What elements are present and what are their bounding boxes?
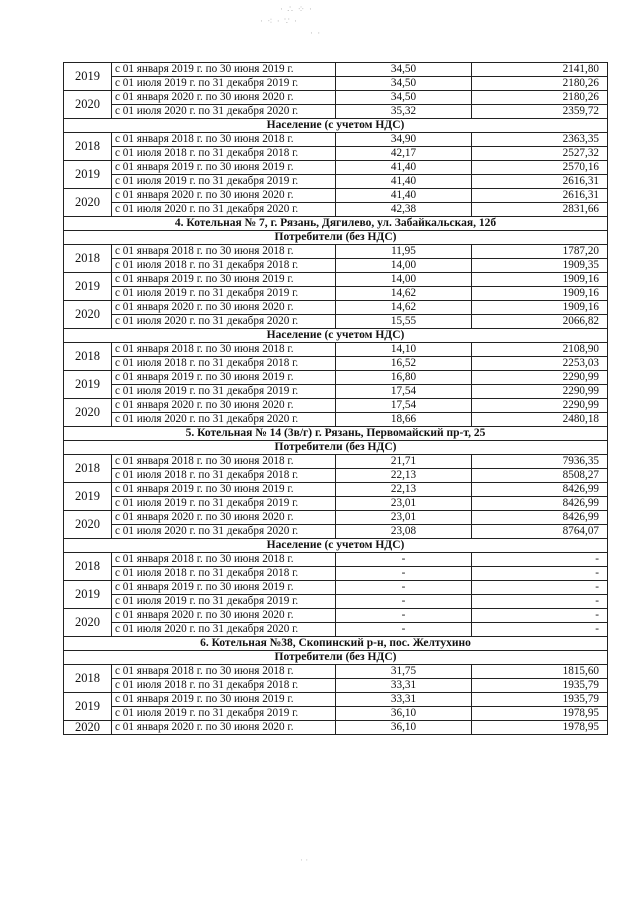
section-title: Потребители (без НДС): [64, 651, 608, 665]
table-row: [64, 581, 608, 595]
tariff-cell: 1787,20: [472, 245, 608, 259]
table-row: [64, 721, 608, 735]
section-header-row: [64, 217, 608, 231]
period-cell: с 01 июля 2018 г. по 31 декабря 2018 г.: [112, 147, 336, 161]
table-row: [64, 245, 608, 259]
table-row: [64, 595, 608, 609]
rate-cell: 23,01: [336, 497, 472, 511]
period-cell: с 01 июля 2018 г. по 31 декабря 2018 г.: [112, 679, 336, 693]
tariff-cell: 2253,03: [472, 357, 608, 371]
year-cell: 2019: [64, 581, 112, 609]
tariff-cell: 1978,95: [472, 707, 608, 721]
year-cell: 2019: [64, 63, 112, 91]
table-row: [64, 147, 608, 161]
table-row: [64, 63, 608, 77]
period-cell: с 01 июля 2019 г. по 31 декабря 2019 г.: [112, 497, 336, 511]
table-row: [64, 203, 608, 217]
rate-cell: 34,50: [336, 63, 472, 77]
table-row: [64, 105, 608, 119]
section-header-row: [64, 441, 608, 455]
period-cell: с 01 января 2018 г. по 30 июня 2018 г.: [112, 665, 336, 679]
section-header-row: [64, 637, 608, 651]
year-cell: 2018: [64, 343, 112, 371]
rate-cell: -: [336, 623, 472, 637]
table-row: [64, 357, 608, 371]
rate-cell: 23,08: [336, 525, 472, 539]
table-row: [64, 287, 608, 301]
rate-cell: 14,00: [336, 273, 472, 287]
table-row: [64, 175, 608, 189]
section-title: 5. Котельная № 14 (3в/г) г. Рязань, Первомайский пр-т, 25: [64, 427, 608, 441]
table-row: [64, 693, 608, 707]
table-row: [64, 189, 608, 203]
tariff-cell: 2108,90: [472, 343, 608, 357]
tariff-cell: 2359,72: [472, 105, 608, 119]
rate-cell: -: [336, 595, 472, 609]
table-row: [64, 511, 608, 525]
year-cell: 2019: [64, 371, 112, 399]
scan-noise: · ·: [300, 855, 309, 865]
table-row: [64, 483, 608, 497]
tariff-table: [63, 62, 608, 735]
tariff-cell: 2831,66: [472, 203, 608, 217]
table-row: [64, 525, 608, 539]
tariff-cell: 2616,31: [472, 175, 608, 189]
rate-cell: -: [336, 609, 472, 623]
tariff-cell: 2290,99: [472, 371, 608, 385]
period-cell: с 01 января 2018 г. по 30 июня 2018 г.: [112, 343, 336, 357]
table-row: [64, 91, 608, 105]
tariff-table-body: [64, 63, 608, 735]
tariff-cell: 2290,99: [472, 385, 608, 399]
table-row: [64, 413, 608, 427]
table-row: [64, 469, 608, 483]
year-cell: 2020: [64, 189, 112, 217]
tariff-cell: -: [472, 623, 608, 637]
year-cell: 2019: [64, 693, 112, 721]
rate-cell: -: [336, 567, 472, 581]
period-cell: с 01 января 2018 г. по 30 июня 2018 г.: [112, 455, 336, 469]
tariff-cell: 2527,32: [472, 147, 608, 161]
section-title: Население (с учетом НДС): [64, 329, 608, 343]
rate-cell: 11,95: [336, 245, 472, 259]
tariff-cell: 8426,99: [472, 511, 608, 525]
period-cell: с 01 июля 2020 г. по 31 декабря 2020 г.: [112, 203, 336, 217]
rate-cell: 14,10: [336, 343, 472, 357]
table-row: [64, 301, 608, 315]
tariff-cell: -: [472, 553, 608, 567]
year-cell: 2020: [64, 301, 112, 329]
year-cell: 2019: [64, 483, 112, 511]
rate-cell: -: [336, 553, 472, 567]
period-cell: с 01 июля 2019 г. по 31 декабря 2019 г.: [112, 287, 336, 301]
period-cell: с 01 января 2019 г. по 30 июня 2019 г.: [112, 161, 336, 175]
period-cell: с 01 января 2020 г. по 30 июня 2020 г.: [112, 91, 336, 105]
table-row: [64, 315, 608, 329]
year-cell: 2019: [64, 161, 112, 189]
table-row: [64, 679, 608, 693]
period-cell: с 01 января 2020 г. по 30 июня 2020 г.: [112, 189, 336, 203]
period-cell: с 01 июля 2019 г. по 31 декабря 2019 г.: [112, 385, 336, 399]
period-cell: с 01 июля 2019 г. по 31 декабря 2019 г.: [112, 707, 336, 721]
rate-cell: 23,01: [336, 511, 472, 525]
rate-cell: 22,13: [336, 483, 472, 497]
period-cell: с 01 июля 2018 г. по 31 декабря 2018 г.: [112, 259, 336, 273]
table-row: [64, 161, 608, 175]
rate-cell: 15,55: [336, 315, 472, 329]
tariff-cell: 2616,31: [472, 189, 608, 203]
rate-cell: 22,13: [336, 469, 472, 483]
period-cell: с 01 июля 2018 г. по 31 декабря 2018 г.: [112, 469, 336, 483]
rate-cell: 34,50: [336, 77, 472, 91]
period-cell: с 01 января 2020 г. по 30 июня 2020 г.: [112, 609, 336, 623]
tariff-cell: 1978,95: [472, 721, 608, 735]
table-row: [64, 665, 608, 679]
table-row: [64, 707, 608, 721]
rate-cell: 33,31: [336, 693, 472, 707]
rate-cell: 35,32: [336, 105, 472, 119]
year-cell: 2020: [64, 511, 112, 539]
rate-cell: 16,52: [336, 357, 472, 371]
table-row: [64, 497, 608, 511]
period-cell: с 01 января 2020 г. по 30 июня 2020 г.: [112, 399, 336, 413]
table-row: [64, 133, 608, 147]
tariff-cell: -: [472, 595, 608, 609]
faded-stamp: · ∴ ⁘ · · ⁖ · ∵ · · ·: [260, 4, 322, 38]
tariff-cell: 2066,82: [472, 315, 608, 329]
table-row: [64, 567, 608, 581]
tariff-cell: 2570,16: [472, 161, 608, 175]
rate-cell: 17,54: [336, 399, 472, 413]
tariff-cell: 2290,99: [472, 399, 608, 413]
tariff-cell: 2363,35: [472, 133, 608, 147]
period-cell: с 01 января 2019 г. по 30 июня 2019 г.: [112, 371, 336, 385]
tariff-cell: 2180,26: [472, 91, 608, 105]
rate-cell: 41,40: [336, 161, 472, 175]
tariff-cell: 8764,07: [472, 525, 608, 539]
table-row: [64, 259, 608, 273]
period-cell: с 01 января 2018 г. по 30 июня 2018 г.: [112, 133, 336, 147]
period-cell: с 01 июля 2020 г. по 31 декабря 2020 г.: [112, 105, 336, 119]
year-cell: 2018: [64, 455, 112, 483]
year-cell: 2018: [64, 245, 112, 273]
rate-cell: 36,10: [336, 721, 472, 735]
period-cell: с 01 июля 2019 г. по 31 декабря 2019 г.: [112, 175, 336, 189]
period-cell: с 01 января 2019 г. по 30 июня 2019 г.: [112, 273, 336, 287]
tariff-cell: 1909,16: [472, 301, 608, 315]
rate-cell: 14,62: [336, 301, 472, 315]
section-header-row: [64, 119, 608, 133]
year-cell: 2020: [64, 721, 112, 735]
year-cell: 2019: [64, 273, 112, 301]
period-cell: с 01 июля 2020 г. по 31 декабря 2020 г.: [112, 623, 336, 637]
table-row: [64, 273, 608, 287]
year-cell: 2020: [64, 399, 112, 427]
tariff-cell: 2480,18: [472, 413, 608, 427]
period-cell: с 01 января 2019 г. по 30 июня 2019 г.: [112, 483, 336, 497]
period-cell: с 01 июля 2018 г. по 31 декабря 2018 г.: [112, 567, 336, 581]
tariff-cell: 7936,35: [472, 455, 608, 469]
period-cell: с 01 января 2020 г. по 30 июня 2020 г.: [112, 721, 336, 735]
tariff-cell: 2180,26: [472, 77, 608, 91]
tariff-cell: 8426,99: [472, 483, 608, 497]
rate-cell: 14,62: [336, 287, 472, 301]
tariff-cell: -: [472, 567, 608, 581]
section-title: Население (с учетом НДС): [64, 119, 608, 133]
period-cell: с 01 июля 2020 г. по 31 декабря 2020 г.: [112, 525, 336, 539]
section-title: 4. Котельная № 7, г. Рязань, Дягилево, ул. Забайкальская, 12б: [64, 217, 608, 231]
tariff-cell: -: [472, 581, 608, 595]
tariff-cell: 1935,79: [472, 693, 608, 707]
section-title: Население (с учетом НДС): [64, 539, 608, 553]
tariff-cell: 1909,35: [472, 259, 608, 273]
rate-cell: 16,80: [336, 371, 472, 385]
rate-cell: 36,10: [336, 707, 472, 721]
section-title: Потребители (без НДС): [64, 231, 608, 245]
year-cell: 2018: [64, 665, 112, 693]
section-header-row: [64, 539, 608, 553]
section-title: 6. Котельная №38, Скопинский р-н, пос. Желтухино: [64, 637, 608, 651]
period-cell: с 01 июля 2019 г. по 31 декабря 2019 г.: [112, 77, 336, 91]
rate-cell: 33,31: [336, 679, 472, 693]
tariff-cell: -: [472, 609, 608, 623]
rate-cell: 14,00: [336, 259, 472, 273]
rate-cell: 31,75: [336, 665, 472, 679]
year-cell: 2018: [64, 133, 112, 161]
table-row: [64, 609, 608, 623]
section-header-row: [64, 427, 608, 441]
tariff-cell: 1815,60: [472, 665, 608, 679]
tariff-cell: 2141,80: [472, 63, 608, 77]
period-cell: с 01 июля 2020 г. по 31 декабря 2020 г.: [112, 315, 336, 329]
year-cell: 2018: [64, 553, 112, 581]
rate-cell: -: [336, 581, 472, 595]
rate-cell: 18,66: [336, 413, 472, 427]
period-cell: с 01 января 2019 г. по 30 июня 2019 г.: [112, 581, 336, 595]
table-row: [64, 385, 608, 399]
table-row: [64, 553, 608, 567]
period-cell: с 01 января 2020 г. по 30 июня 2020 г.: [112, 511, 336, 525]
section-header-row: [64, 651, 608, 665]
year-cell: 2020: [64, 609, 112, 637]
section-header-row: [64, 329, 608, 343]
table-row: [64, 399, 608, 413]
rate-cell: 34,50: [336, 91, 472, 105]
tariff-cell: 8426,99: [472, 497, 608, 511]
table-row: [64, 371, 608, 385]
table-row: [64, 623, 608, 637]
period-cell: с 01 января 2020 г. по 30 июня 2020 г.: [112, 301, 336, 315]
rate-cell: 21,71: [336, 455, 472, 469]
rate-cell: 41,40: [336, 189, 472, 203]
rate-cell: 41,40: [336, 175, 472, 189]
rate-cell: 42,38: [336, 203, 472, 217]
rate-cell: 42,17: [336, 147, 472, 161]
period-cell: с 01 января 2019 г. по 30 июня 2019 г.: [112, 63, 336, 77]
section-title: Потребители (без НДС): [64, 441, 608, 455]
tariff-cell: 1935,79: [472, 679, 608, 693]
rate-cell: 34,90: [336, 133, 472, 147]
section-header-row: [64, 231, 608, 245]
tariff-cell: 8508,27: [472, 469, 608, 483]
rate-cell: 17,54: [336, 385, 472, 399]
year-cell: 2020: [64, 91, 112, 119]
table-row: [64, 77, 608, 91]
period-cell: с 01 июля 2020 г. по 31 декабря 2020 г.: [112, 413, 336, 427]
period-cell: с 01 июля 2019 г. по 31 декабря 2019 г.: [112, 595, 336, 609]
period-cell: с 01 января 2019 г. по 30 июня 2019 г.: [112, 693, 336, 707]
table-row: [64, 455, 608, 469]
tariff-cell: 1909,16: [472, 273, 608, 287]
period-cell: с 01 июля 2018 г. по 31 декабря 2018 г.: [112, 357, 336, 371]
period-cell: с 01 января 2018 г. по 30 июня 2018 г.: [112, 553, 336, 567]
table-row: [64, 343, 608, 357]
period-cell: с 01 января 2018 г. по 30 июня 2018 г.: [112, 245, 336, 259]
tariff-cell: 1909,16: [472, 287, 608, 301]
